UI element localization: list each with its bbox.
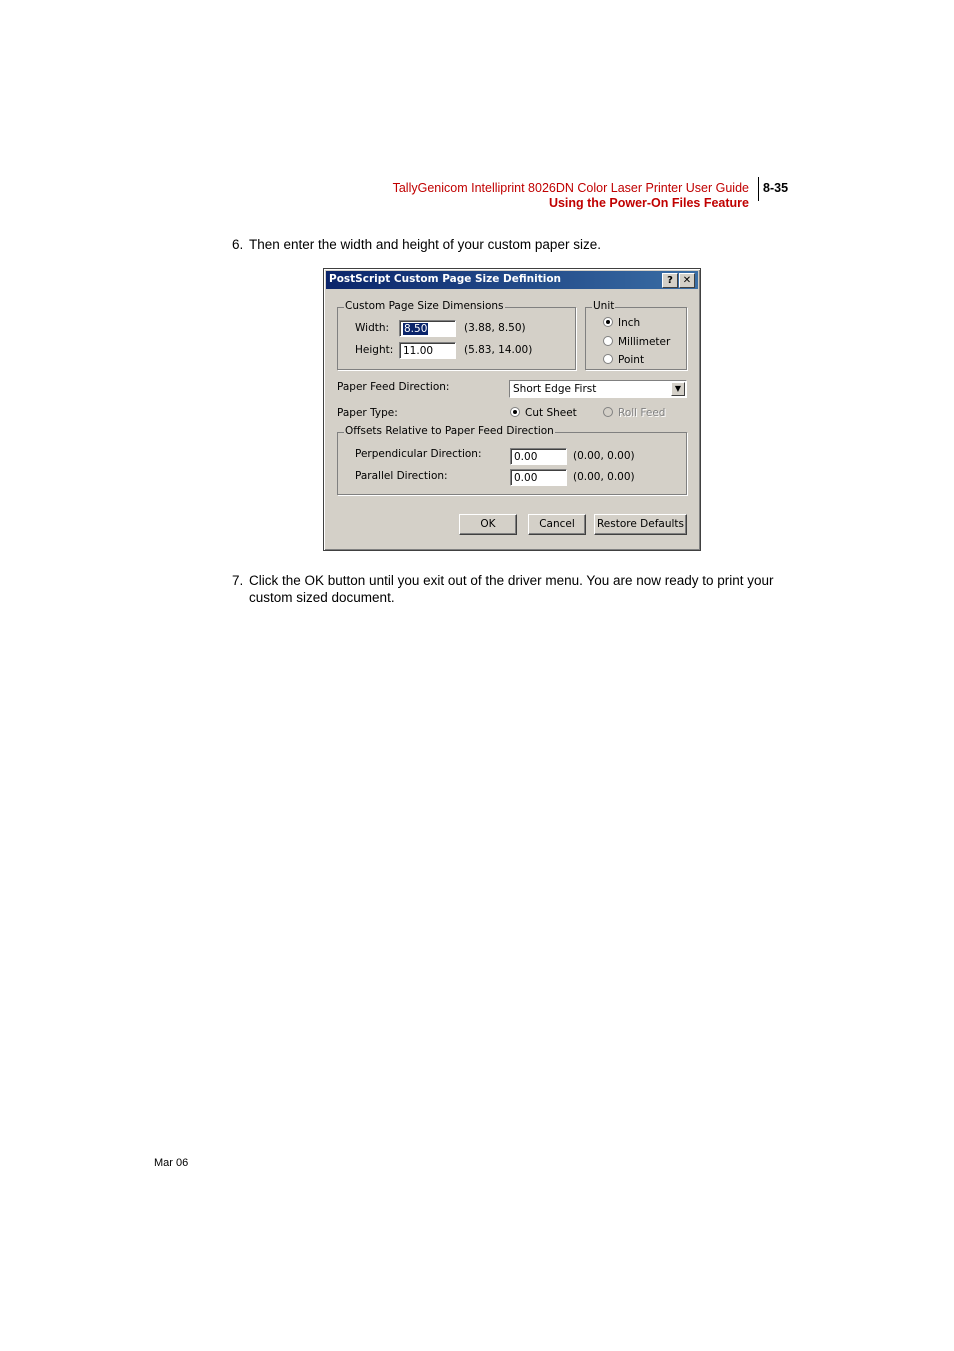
radio-icon <box>603 354 613 364</box>
radio-selected-icon <box>510 407 520 417</box>
cut-sheet-radio[interactable]: Cut Sheet <box>510 407 577 419</box>
page-number: 8-35 <box>763 181 789 195</box>
dimensions-legend: Custom Page Size Dimensions <box>345 300 504 312</box>
offsets-legend: Offsets Relative to Paper Feed Direction <box>345 425 554 437</box>
help-icon[interactable]: ? <box>662 273 678 288</box>
height-label: Height: <box>355 344 394 356</box>
dimensions-group <box>337 300 576 370</box>
step-6 <box>232 236 802 253</box>
width-range: (3.88, 8.50) <box>464 322 526 334</box>
offsets-group <box>337 425 687 495</box>
radio-selected-icon <box>603 317 613 327</box>
chevron-down-icon[interactable]: ▼ <box>671 382 685 396</box>
parallel-input[interactable]: 0.00 <box>510 469 567 486</box>
parallel-label: Parallel Direction: <box>355 470 448 482</box>
custom-page-size-dialog <box>323 268 701 551</box>
paper-feed-direction-label: Paper Feed Direction: <box>337 381 450 393</box>
step-text: Click the OK button until you exit out of the driver menu. You are now ready to print your custom sized document. <box>249 573 774 605</box>
unit-point-radio[interactable]: Point <box>603 354 644 366</box>
close-icon[interactable]: ✕ <box>679 273 695 288</box>
step-text: Then enter the width and height of your custom paper size. <box>249 237 601 252</box>
step-7 <box>232 572 802 606</box>
guide-title: TallyGenicom Intelliprint 8026DN Color Laser Printer User Guide <box>392 181 749 195</box>
unit-millimeter-radio[interactable]: Millimeter <box>603 336 670 348</box>
cancel-button[interactable]: Cancel <box>528 514 586 535</box>
parallel-range: (0.00, 0.00) <box>573 471 635 483</box>
unit-legend: Unit <box>593 300 615 312</box>
paper-feed-direction-select[interactable]: Short Edge First ▼ <box>509 380 687 398</box>
roll-feed-radio: Roll Feed <box>603 407 665 419</box>
step-number: 6. <box>232 237 244 252</box>
height-range: (5.83, 14.00) <box>464 344 533 356</box>
dialog-title: PostScript Custom Page Size Definition <box>329 273 562 285</box>
header-divider <box>758 177 759 201</box>
unit-group <box>585 300 687 370</box>
dialog-titlebar[interactable] <box>326 271 698 289</box>
radio-icon <box>603 407 613 417</box>
radio-icon <box>603 336 613 346</box>
perpendicular-label: Perpendicular Direction: <box>355 448 482 460</box>
step-number: 7. <box>232 573 244 588</box>
ok-button[interactable]: OK <box>459 514 517 535</box>
height-input[interactable]: 11.00 <box>399 342 456 359</box>
width-input[interactable]: 8.50 <box>399 320 456 337</box>
section-title: Using the Power-On Files Feature <box>548 196 749 210</box>
unit-inch-radio[interactable]: Inch <box>603 317 640 329</box>
perpendicular-input[interactable]: 0.00 <box>510 448 567 465</box>
paper-type-label: Paper Type: <box>337 407 398 419</box>
restore-defaults-button[interactable]: Restore Defaults <box>594 514 687 535</box>
perpendicular-range: (0.00, 0.00) <box>573 450 635 462</box>
width-label: Width: <box>355 322 390 334</box>
footer-date: Mar 06 <box>154 1157 189 1169</box>
